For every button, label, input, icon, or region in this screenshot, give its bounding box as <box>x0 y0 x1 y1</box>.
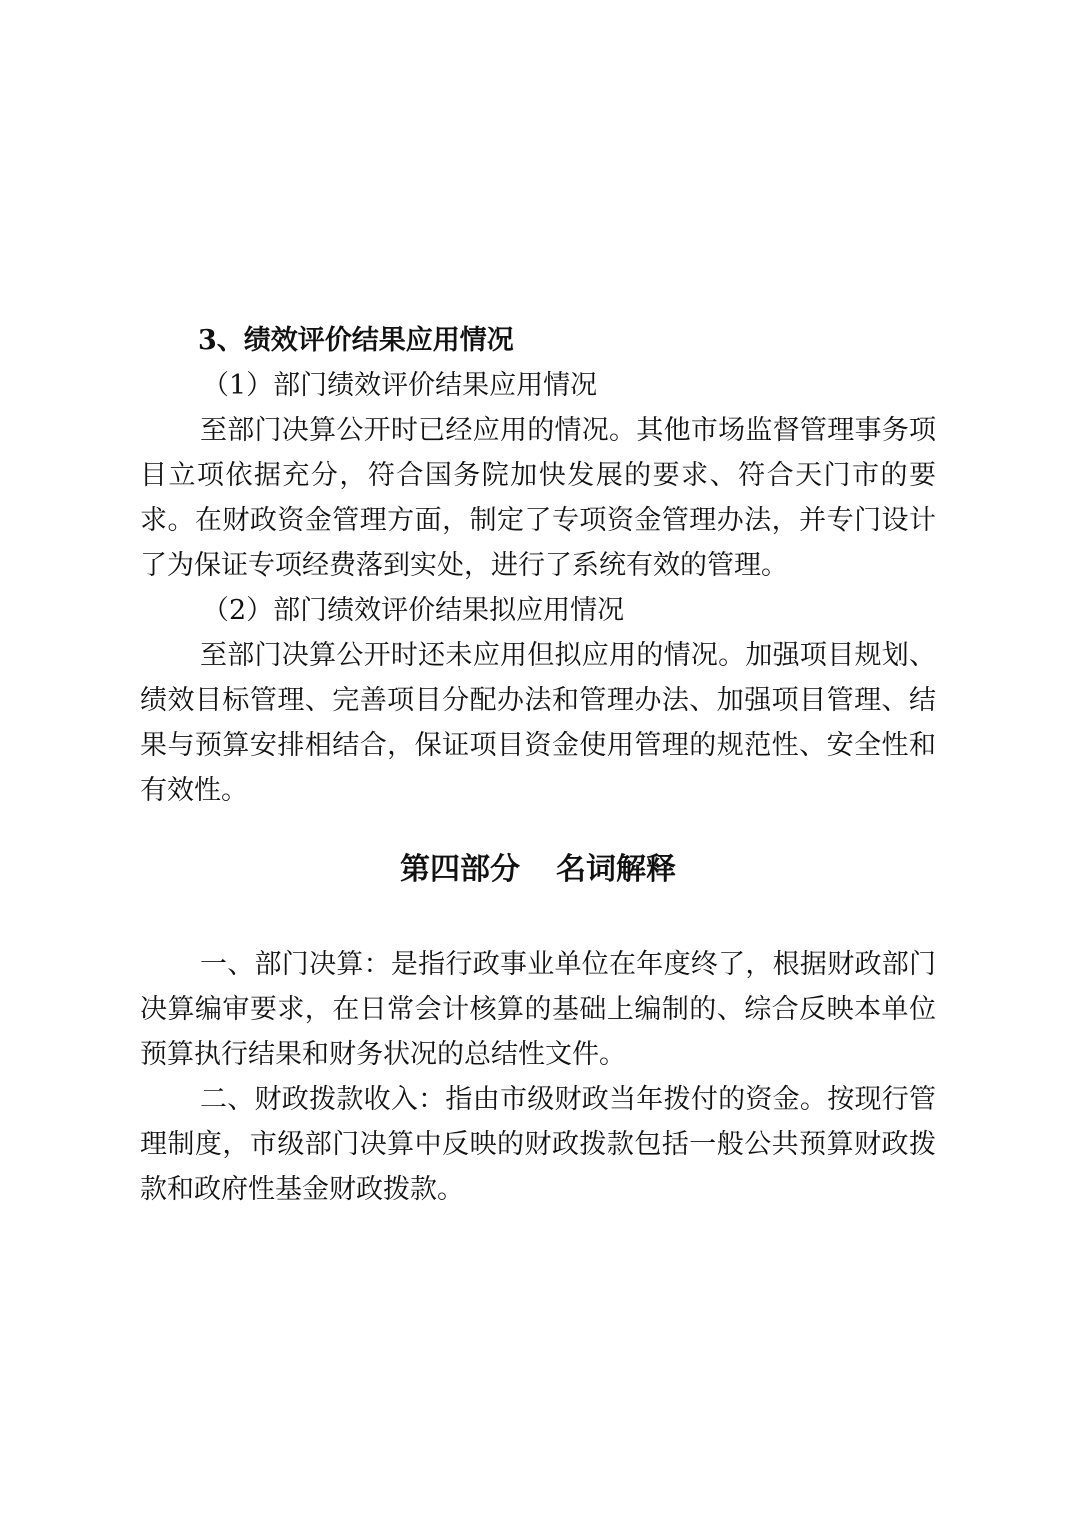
section-heading-performance-results: 3、绩效评价结果应用情况 <box>198 325 514 356</box>
part-title <box>140 847 936 942</box>
subsection-title-planned: （2）部门绩效评价结果拟应用情况 <box>202 595 625 626</box>
definition-department-final-accounts: 一、部门决算：是指行政事业单位在年度终了，根据财政部门决算编审要求，在日常会计核算的基础上编制的、综合反映本单位预算执行结果和财务状况的总结性文件。 <box>140 949 936 1070</box>
paragraph-planned: 至部门决算公开时还未应用但拟应用的情况。加强项目规划、绩效目标管理、完善项目分配办法和管理办法、加强项目管理、结果与预算安排相结合，保证项目资金使用管理的规范性、安全性和有效性。 <box>140 640 936 806</box>
document-content <box>140 318 936 1212</box>
part-title-number: 第四部分 <box>400 852 520 887</box>
paragraph-applied: 至部门决算公开时已经应用的情况。其他市场监督管理事务项目立项依据充分，符合国务院加快发展的要求、符合天门市的要求。在财政资金管理方面，制定了专项资金管理办法，并专门设计了为保证专项经费落到实处，进行了系统有效的管理。 <box>140 415 936 581</box>
definition-fiscal-appropriation-income: 二、财政拨款收入：指由市级财政当年拨付的资金。按现行管理制度，市级部门决算中反映的财政拨款包括一般公共预算财政拨款和政府性基金财政拨款。 <box>140 1084 936 1205</box>
part-title-name: 名词解释 <box>556 852 676 887</box>
subsection-title-applied: （1）部门绩效评价结果应用情况 <box>202 370 598 401</box>
